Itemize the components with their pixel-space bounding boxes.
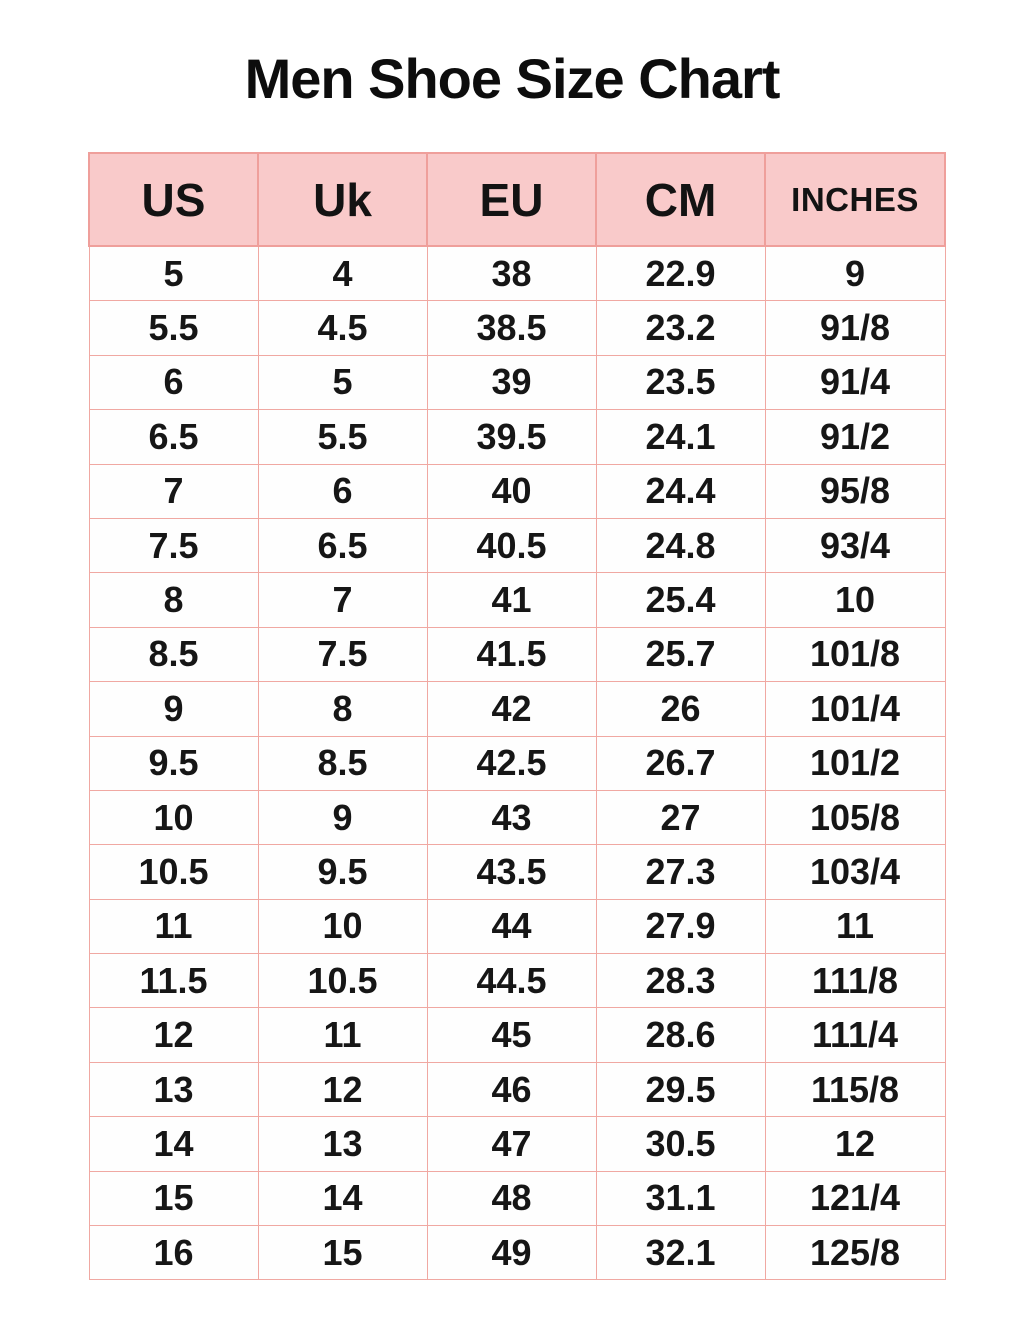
table-cell: 91/4: [765, 355, 945, 409]
table-cell: 103/4: [765, 845, 945, 899]
table-cell: 40: [427, 464, 596, 518]
table-cell: 13: [89, 1062, 258, 1116]
table-cell: 13: [258, 1117, 427, 1171]
column-header-cm: CM: [596, 153, 765, 246]
table-cell: 26: [596, 682, 765, 736]
table-cell: 8: [89, 573, 258, 627]
table-cell: 15: [258, 1226, 427, 1280]
table-row: [89, 954, 945, 1008]
table-row: [89, 736, 945, 790]
table-cell: 105/8: [765, 790, 945, 844]
table-cell: 39: [427, 355, 596, 409]
table-cell: 12: [765, 1117, 945, 1171]
table-cell: 32.1: [596, 1226, 765, 1280]
table-cell: 4.5: [258, 301, 427, 355]
table-cell: 14: [89, 1117, 258, 1171]
table-row: [89, 790, 945, 844]
table-cell: 6.5: [89, 410, 258, 464]
table-cell: 125/8: [765, 1226, 945, 1280]
table-cell: 43.5: [427, 845, 596, 899]
table-cell: 24.1: [596, 410, 765, 464]
table-cell: 24.8: [596, 518, 765, 572]
table-cell: 91/8: [765, 301, 945, 355]
table-cell: 10: [765, 573, 945, 627]
table-cell: 101/2: [765, 736, 945, 790]
table-cell: 26.7: [596, 736, 765, 790]
table-cell: 6.5: [258, 518, 427, 572]
table-cell: 44.5: [427, 954, 596, 1008]
table-cell: 5.5: [89, 301, 258, 355]
table-cell: 41: [427, 573, 596, 627]
table-row: [89, 1008, 945, 1062]
table-cell: 23.2: [596, 301, 765, 355]
table-cell: 5.5: [258, 410, 427, 464]
table-row: [89, 1117, 945, 1171]
table-cell: 8.5: [89, 627, 258, 681]
table-row: [89, 899, 945, 953]
table-cell: 5: [258, 355, 427, 409]
table-cell: 42.5: [427, 736, 596, 790]
table-cell: 6: [89, 355, 258, 409]
table-body: [89, 246, 945, 1280]
table-cell: 14: [258, 1171, 427, 1225]
table-cell: 6: [258, 464, 427, 518]
table-row: [89, 1226, 945, 1280]
table-cell: 46: [427, 1062, 596, 1116]
column-header-uk: Uk: [258, 153, 427, 246]
table-cell: 42: [427, 682, 596, 736]
table-cell: 12: [258, 1062, 427, 1116]
table-cell: 30.5: [596, 1117, 765, 1171]
table-cell: 7.5: [258, 627, 427, 681]
table-row: [89, 627, 945, 681]
table-cell: 22.9: [596, 246, 765, 301]
table-cell: 121/4: [765, 1171, 945, 1225]
table-cell: 12: [89, 1008, 258, 1062]
table-cell: 38.5: [427, 301, 596, 355]
table-cell: 23.5: [596, 355, 765, 409]
column-header-inches: INCHES: [765, 153, 945, 246]
table-cell: 11.5: [89, 954, 258, 1008]
table-cell: 91/2: [765, 410, 945, 464]
table-cell: 10: [89, 790, 258, 844]
table-cell: 11: [258, 1008, 427, 1062]
table-cell: 49: [427, 1226, 596, 1280]
table-row: [89, 355, 945, 409]
table-cell: 95/8: [765, 464, 945, 518]
page-title: Men Shoe Size Chart: [244, 47, 780, 110]
table-header: [89, 153, 945, 246]
table-cell: 9: [258, 790, 427, 844]
table-cell: 39.5: [427, 410, 596, 464]
table-cell: 25.7: [596, 627, 765, 681]
table-cell: 47: [427, 1117, 596, 1171]
table-cell: 93/4: [765, 518, 945, 572]
table-cell: 7: [89, 464, 258, 518]
table-row: [89, 301, 945, 355]
table-cell: 11: [765, 899, 945, 953]
table-cell: 115/8: [765, 1062, 945, 1116]
table-cell: 111/4: [765, 1008, 945, 1062]
table-row: [89, 845, 945, 899]
table-cell: 5: [89, 246, 258, 301]
table-cell: 10.5: [258, 954, 427, 1008]
table-cell: 8: [258, 682, 427, 736]
table-cell: 28.6: [596, 1008, 765, 1062]
table-cell: 29.5: [596, 1062, 765, 1116]
table-cell: 9.5: [89, 736, 258, 790]
table-cell: 44: [427, 899, 596, 953]
table-cell: 25.4: [596, 573, 765, 627]
table-cell: 41.5: [427, 627, 596, 681]
table-cell: 101/4: [765, 682, 945, 736]
table-cell: 9.5: [258, 845, 427, 899]
table-cell: 101/8: [765, 627, 945, 681]
table-row: [89, 464, 945, 518]
table-cell: 15: [89, 1171, 258, 1225]
table-cell: 31.1: [596, 1171, 765, 1225]
table-cell: 43: [427, 790, 596, 844]
table-cell: 27: [596, 790, 765, 844]
table-cell: 16: [89, 1226, 258, 1280]
table-cell: 48: [427, 1171, 596, 1225]
table-cell: 9: [89, 682, 258, 736]
table-cell: 7: [258, 573, 427, 627]
table-cell: 111/8: [765, 954, 945, 1008]
table-cell: 40.5: [427, 518, 596, 572]
column-header-eu: EU: [427, 153, 596, 246]
table-cell: 8.5: [258, 736, 427, 790]
table-cell: 45: [427, 1008, 596, 1062]
table-row: [89, 682, 945, 736]
column-header-us: US: [89, 153, 258, 246]
table-cell: 10.5: [89, 845, 258, 899]
table-cell: 11: [89, 899, 258, 953]
table-cell: 28.3: [596, 954, 765, 1008]
table-cell: 27.9: [596, 899, 765, 953]
table-row: [89, 1062, 945, 1116]
size-chart-table: [88, 152, 946, 1280]
table-cell: 38: [427, 246, 596, 301]
header-row: [89, 153, 945, 246]
table-cell: 10: [258, 899, 427, 953]
table-cell: 7.5: [89, 518, 258, 572]
table-row: [89, 246, 945, 301]
table-row: [89, 1171, 945, 1225]
table-cell: 24.4: [596, 464, 765, 518]
table-cell: 9: [765, 246, 945, 301]
table-row: [89, 518, 945, 572]
table-cell: 27.3: [596, 845, 765, 899]
table-row: [89, 573, 945, 627]
table-row: [89, 410, 945, 464]
table-cell: 4: [258, 246, 427, 301]
